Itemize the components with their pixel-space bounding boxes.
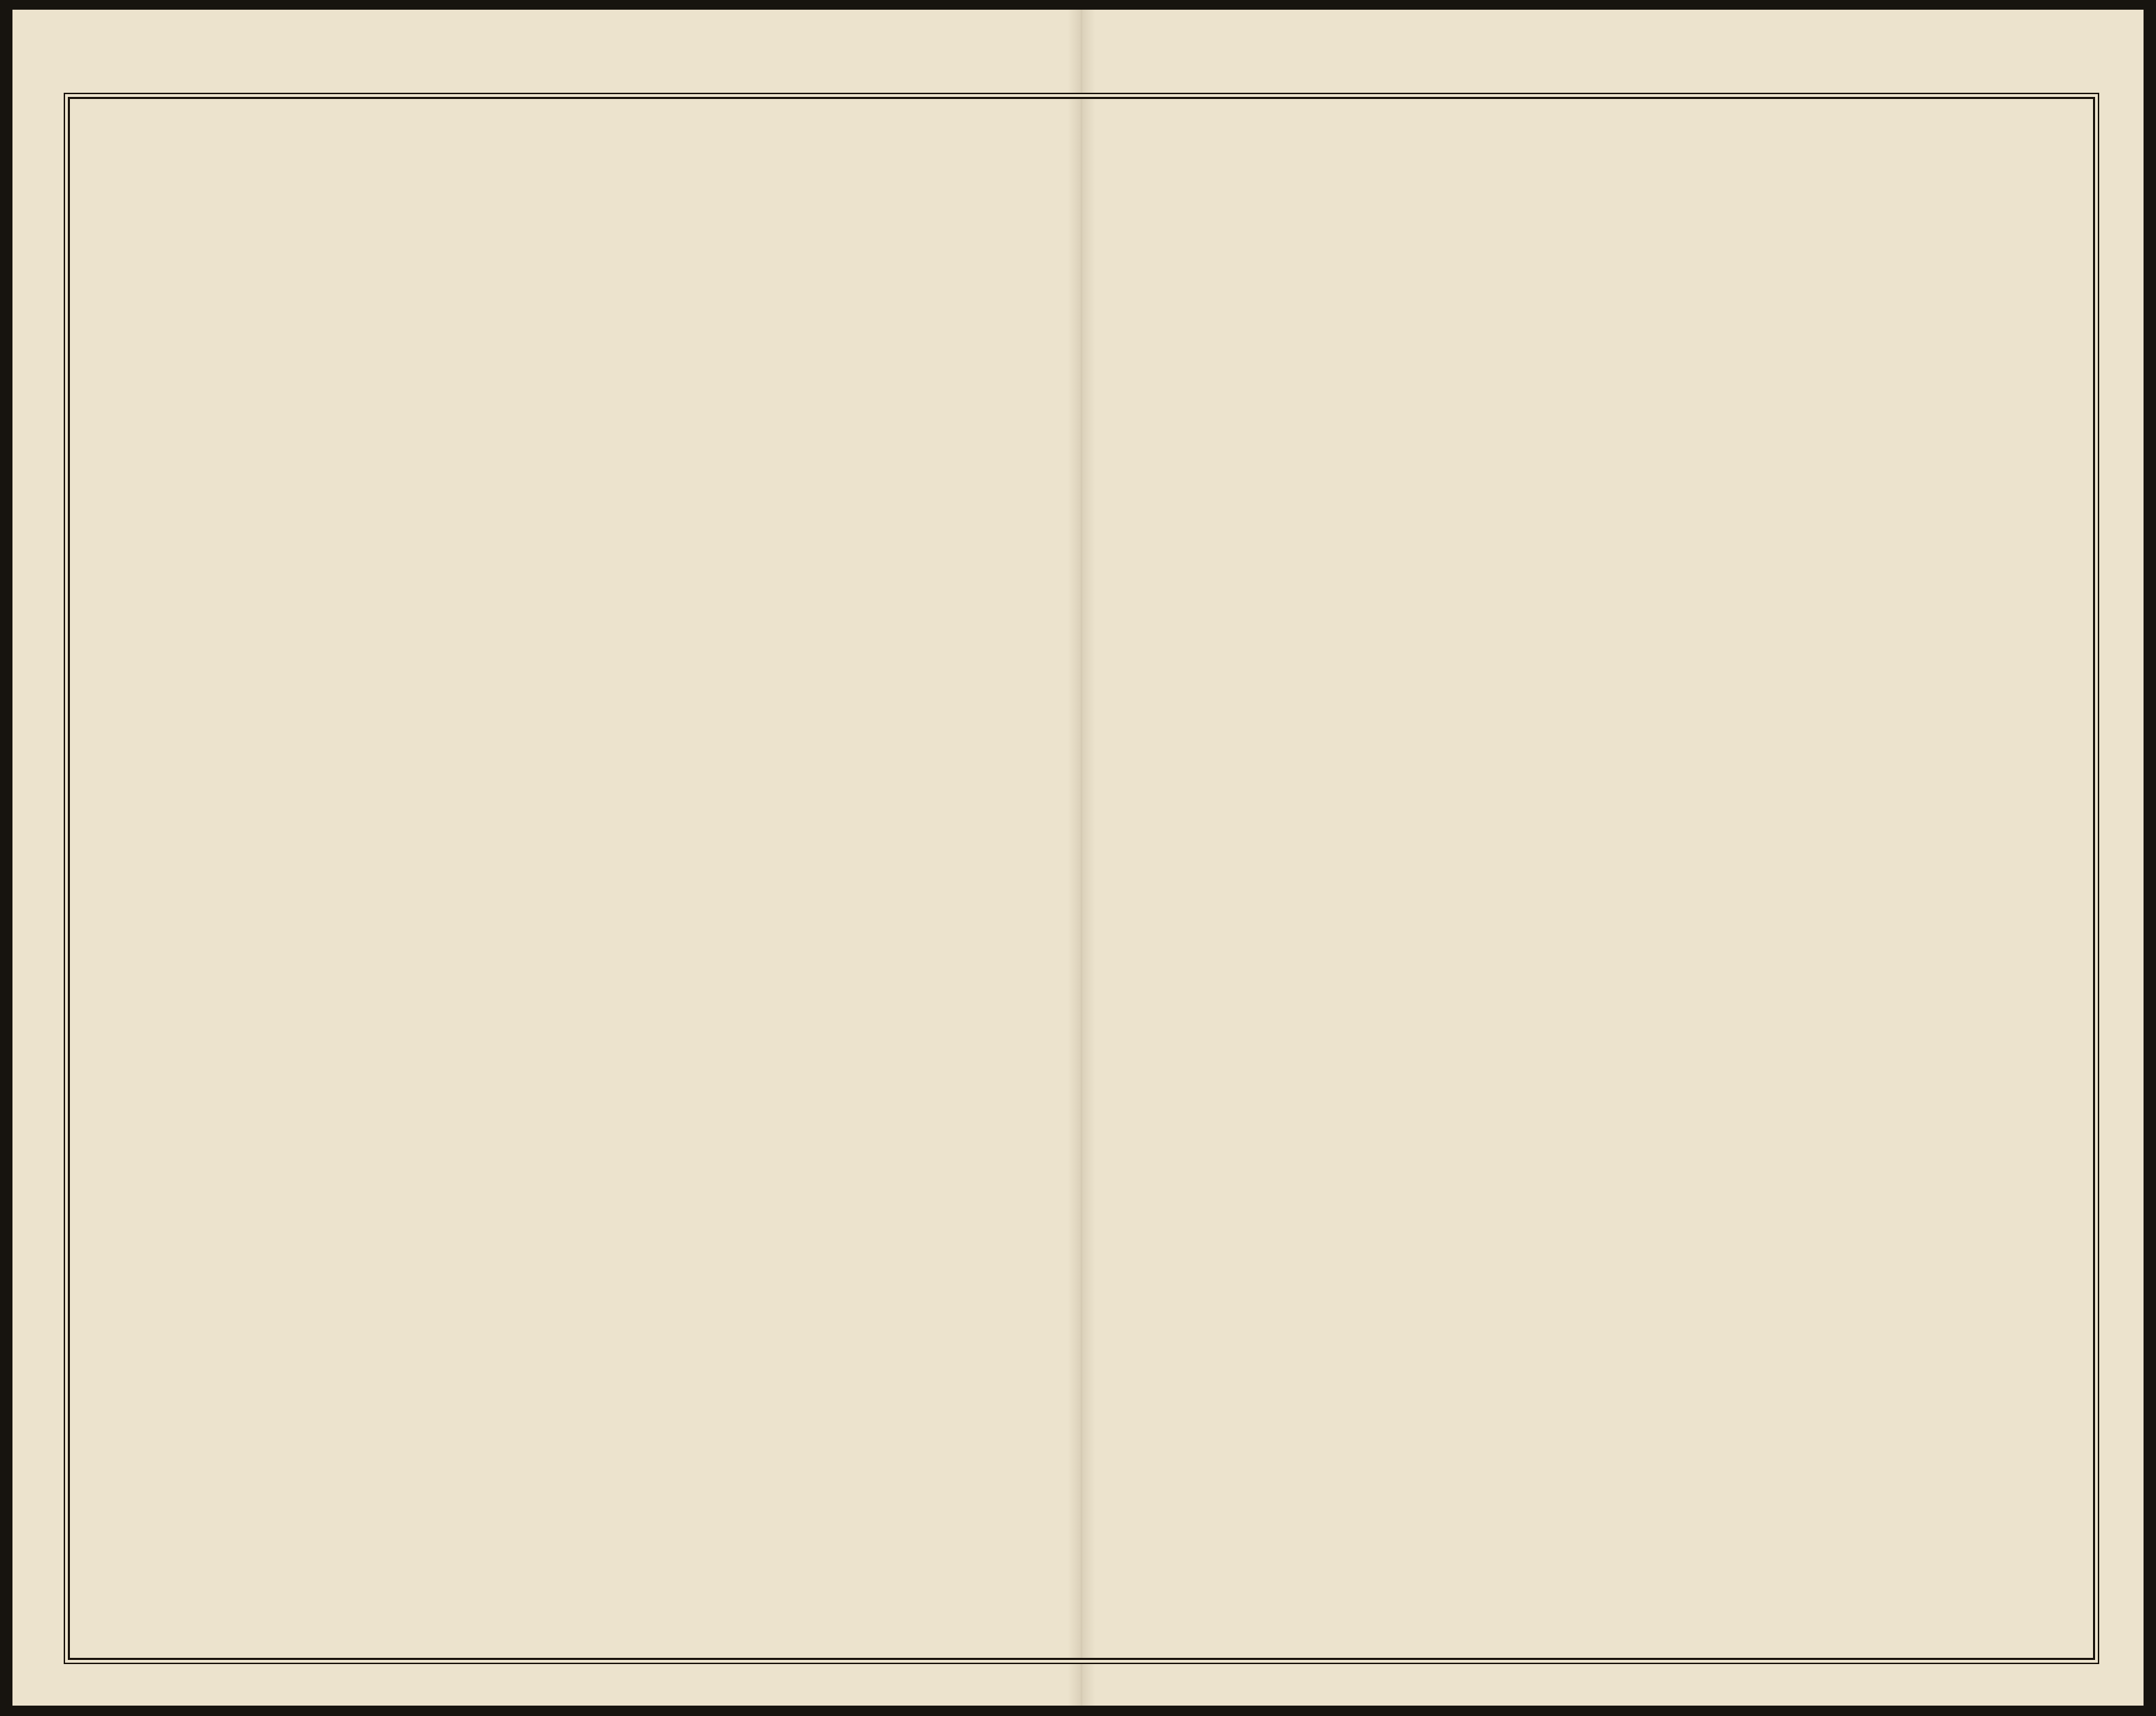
table-frame <box>68 97 2095 1660</box>
